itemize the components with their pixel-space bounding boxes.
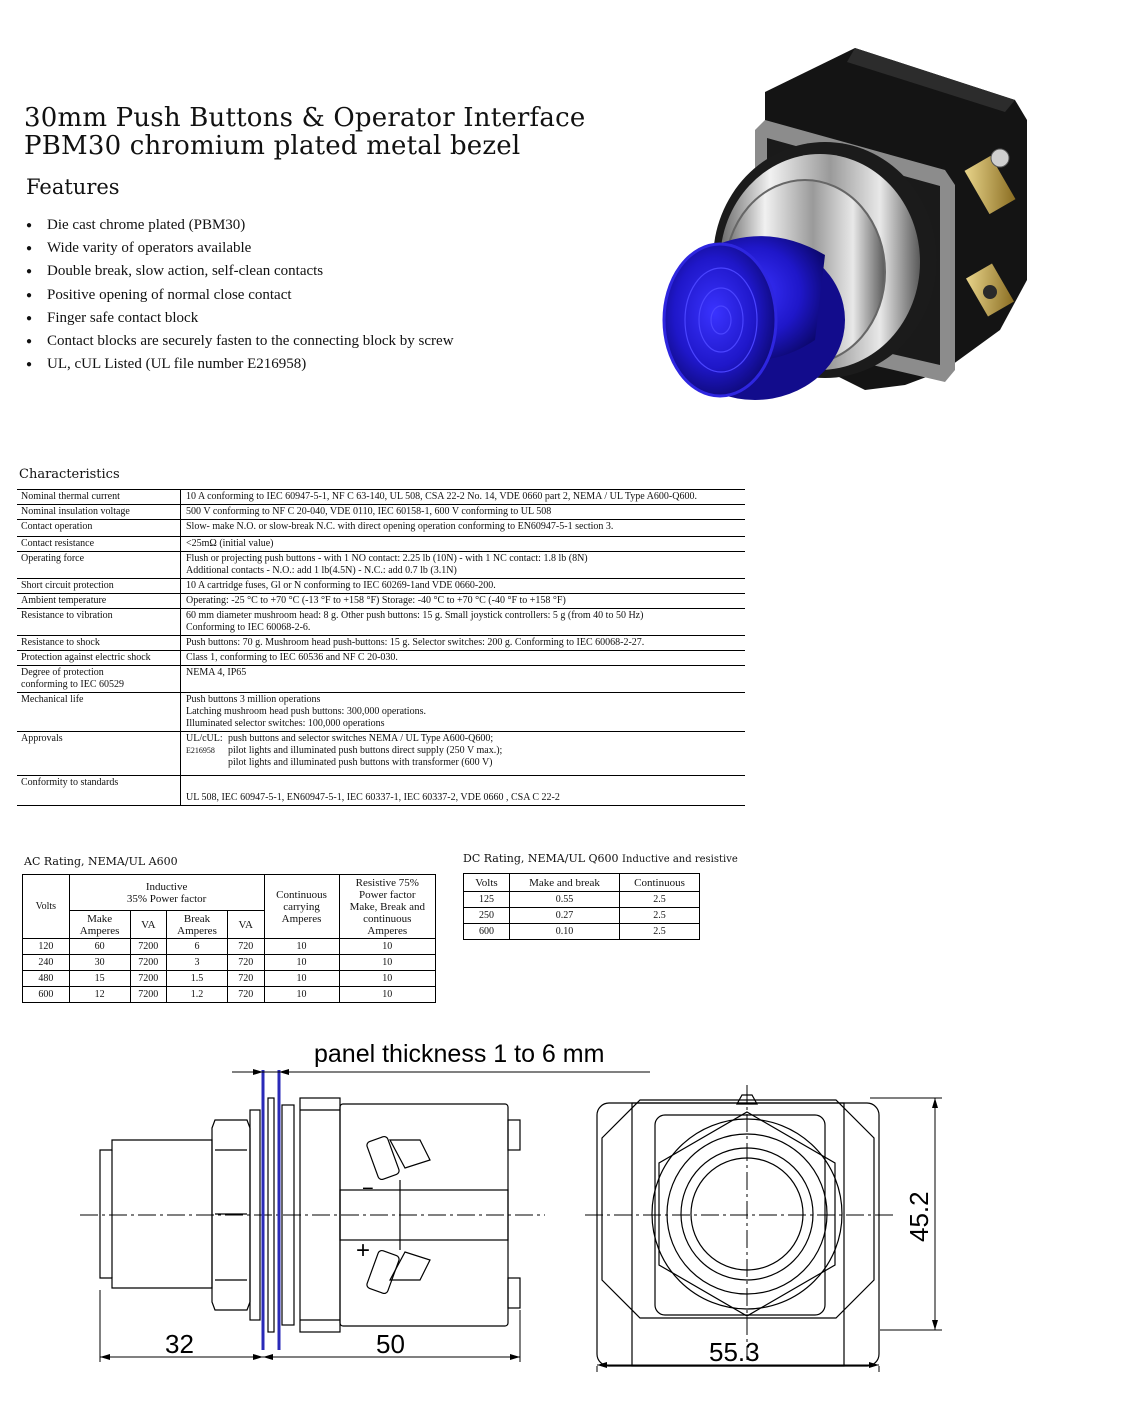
characteristic-value: Operating: -25 °C to +70 °C (-13 °F to +158 °F) Storage: -40 °C to +70 °C (-40 °F to +158 °F): [181, 594, 746, 609]
characteristic-row: [17, 609, 745, 636]
feature-item: ● Double break, slow action, self-clean contacts: [26, 260, 586, 283]
cell: 600: [23, 987, 70, 1003]
ul-file-number: E216958: [186, 746, 215, 755]
characteristic-label: Resistance to vibration: [17, 609, 181, 636]
ac-rating-table: [22, 874, 436, 1003]
characteristic-label: Mechanical life: [17, 693, 181, 732]
characteristic-row: [17, 520, 745, 537]
characteristic-value: UL 508, IEC 60947-5-1, EN60947-5-1, IEC 60337-1, IEC 60337-2, VDE 0660 , CSA C 22-2: [181, 776, 746, 806]
characteristic-value: 10 A cartridge fuses, Gl or N conforming to IEC 60269-1and VDE 0660-200.: [181, 579, 746, 594]
ac-header-volts: Volts: [23, 875, 70, 939]
cell: 240: [23, 955, 70, 971]
characteristic-value: NEMA 4, IP65: [181, 666, 746, 693]
characteristic-label: Contact operation: [17, 520, 181, 537]
cell: 250: [464, 908, 510, 924]
dim-front-length: 32: [165, 1329, 194, 1359]
cell: 0.10: [510, 924, 620, 940]
cell: 10: [264, 955, 339, 971]
ac-row: [23, 955, 436, 971]
ac-rating-title: AC Rating, NEMA/UL A600: [24, 855, 178, 868]
cell: 120: [23, 939, 70, 955]
cell: 480: [23, 971, 70, 987]
characteristic-row: [17, 505, 745, 520]
cell: 7200: [130, 939, 167, 955]
characteristic-row: [17, 594, 745, 609]
characteristic-value: [181, 732, 746, 776]
feature-item: ● Finger safe contact block: [26, 307, 586, 330]
features-list: [26, 214, 586, 376]
dc-rating-table: [463, 873, 700, 940]
cell: 7200: [130, 971, 167, 987]
cell: 12: [69, 987, 130, 1003]
ac-header-inductive: Inductive 35% Power factor: [69, 875, 264, 911]
characteristic-row: [17, 666, 745, 693]
cell: 720: [227, 939, 264, 955]
features-heading: Features: [26, 175, 120, 199]
cell: 0.27: [510, 908, 620, 924]
dc-rating-title: [463, 852, 738, 865]
cell: 0.55: [510, 892, 620, 908]
cell: 10: [264, 939, 339, 955]
dc-header-continuous: Continuous: [620, 874, 700, 892]
characteristic-label: Nominal thermal current: [17, 490, 181, 505]
plus-terminal-label: +: [356, 1237, 371, 1264]
cell: 6: [167, 939, 228, 955]
characteristic-value: 60 mm diameter mushroom head: 8 g. Other push buttons: 15 g. Small joystick controllers: 5 g (from 40 to 50 Hz) Conforming to IEC 60068-2-6.: [181, 609, 746, 636]
cell: 600: [464, 924, 510, 940]
dc-title-suffix: Inductive and resistive: [622, 854, 738, 865]
cell: 10: [264, 987, 339, 1003]
feature-item: ● UL, cUL Listed (UL file number E216958): [26, 353, 586, 376]
ac-row: [23, 987, 436, 1003]
ac-row: [23, 939, 436, 955]
characteristic-label: Protection against electric shock: [17, 651, 181, 666]
characteristics-heading: Characteristics: [19, 467, 120, 482]
characteristic-label: Conformity to standards: [17, 776, 181, 806]
characteristic-label: Operating force: [17, 552, 181, 579]
ac-header-va: VA: [227, 911, 264, 939]
dc-row: [464, 908, 700, 924]
cell: 10: [339, 987, 435, 1003]
dc-title-main: DC Rating, NEMA/UL Q600: [463, 852, 619, 865]
dc-row: [464, 892, 700, 908]
characteristic-row: [17, 651, 745, 666]
cell: 30: [69, 955, 130, 971]
feature-item: ● Positive opening of normal close contact: [26, 284, 586, 307]
dim-width: 55.3: [709, 1337, 760, 1367]
cell: 2.5: [620, 892, 700, 908]
characteristic-row: [17, 732, 745, 776]
cell: 720: [227, 955, 264, 971]
cell: 1.5: [167, 971, 228, 987]
ac-header-make: Make Amperes: [69, 911, 130, 939]
page-title: 30mm Push Buttons & Operator Interface: [24, 103, 586, 133]
characteristic-row: [17, 579, 745, 594]
characteristic-value: Class 1, conforming to IEC 60536 and NF C 20-030.: [181, 651, 746, 666]
characteristic-label: Ambient temperature: [17, 594, 181, 609]
cell: 7200: [130, 955, 167, 971]
cell: 2.5: [620, 908, 700, 924]
ac-header-va: VA: [130, 911, 167, 939]
characteristic-label: Short circuit protection: [17, 579, 181, 594]
dimension-drawing: [0, 1030, 1122, 1400]
cell: 720: [227, 971, 264, 987]
dc-header-make-break: Make and break: [510, 874, 620, 892]
characteristic-label: Contact resistance: [17, 537, 181, 552]
product-photo: [655, 40, 1065, 410]
characteristic-value: 10 A conforming to IEC 60947-5-1, NF C 63-140, UL 508, CSA 22-2 No. 14, VDE 0660 part 2, NEMA / UL Type A600-Q600.: [181, 490, 746, 505]
cell: 10: [339, 971, 435, 987]
characteristic-value: Push buttons 3 million operations Latching mushroom head push buttons: 300,000 operations. Illuminated selector switches: 100,000 operations: [181, 693, 746, 732]
ac-header-continuous: Continuous carrying Amperes: [264, 875, 339, 939]
cell: 7200: [130, 987, 167, 1003]
dc-row: [464, 924, 700, 940]
cell: 60: [69, 939, 130, 955]
approval-text: push buttons and selector switches NEMA / UL Type A600-Q600; pilot lights and illuminated push buttons direct supply (250 V max.); pilot lights and illuminated push buttons with transformer (600 V): [228, 733, 503, 768]
cell: 10: [264, 971, 339, 987]
panel-thickness-label: panel thickness 1 to 6 mm: [314, 1040, 605, 1068]
characteristic-label: Degree of protection conforming to IEC 60529: [17, 666, 181, 693]
dc-header-volts: Volts: [464, 874, 510, 892]
characteristic-row: [17, 537, 745, 552]
cell: 1.2: [167, 987, 228, 1003]
characteristic-label: Resistance to shock: [17, 636, 181, 651]
characteristic-label: Nominal insulation voltage: [17, 505, 181, 520]
cell: 15: [69, 971, 130, 987]
characteristic-row: [17, 552, 745, 579]
dim-height: 45.2: [904, 1191, 934, 1242]
characteristic-label: Approvals: [17, 732, 181, 776]
page-subtitle: PBM30 chromium plated metal bezel: [24, 131, 521, 161]
ac-header-resistive: Resistive 75% Power factor Make, Break and continuous Amperes: [339, 875, 435, 939]
feature-item: ● Contact blocks are securely fasten to the connecting block by screw: [26, 330, 586, 353]
approval-mark: UL/cUL:: [186, 733, 223, 744]
dim-body-length: 50: [376, 1329, 405, 1359]
characteristic-row: [17, 636, 745, 651]
characteristic-value: Slow- make N.O. or slow-break N.C. with direct opening operation conforming to EN60947-5-1 section 3.: [181, 520, 746, 537]
minus-terminal-label: −: [362, 1178, 374, 1200]
cell: 720: [227, 987, 264, 1003]
feature-item: ● Die cast chrome plated (PBM30): [26, 214, 586, 237]
cell: 2.5: [620, 924, 700, 940]
cell: 10: [339, 955, 435, 971]
characteristic-row: [17, 490, 745, 505]
ac-header-break: Break Amperes: [167, 911, 228, 939]
title-block: [24, 104, 585, 160]
characteristic-value: Flush or projecting push buttons - with 1 NO contact: 2.25 lb (10N) - with 1 NC contact: 1.8 lb (8N) Additional contacts - N.O.: add 1 lb(4.5N) - N.C.: add 0.7 lb (3.1N): [181, 552, 746, 579]
characteristic-value: Push buttons: 70 g. Mushroom head push-buttons: 15 g. Selector switches: 200 g. Conforming to IEC 60068-2-27.: [181, 636, 746, 651]
cell: 10: [339, 939, 435, 955]
characteristic-row: [17, 693, 745, 732]
characteristics-table: [17, 489, 745, 806]
feature-item: ● Wide varity of operators available: [26, 237, 586, 260]
ac-row: [23, 971, 436, 987]
characteristic-value: 500 V conforming to NF C 20-040, VDE 0110, IEC 60158-1, 600 V conforming to UL 508: [181, 505, 746, 520]
characteristic-value: <25mΩ (initial value): [181, 537, 746, 552]
characteristic-row: [17, 776, 745, 806]
cell: 3: [167, 955, 228, 971]
cell: 125: [464, 892, 510, 908]
